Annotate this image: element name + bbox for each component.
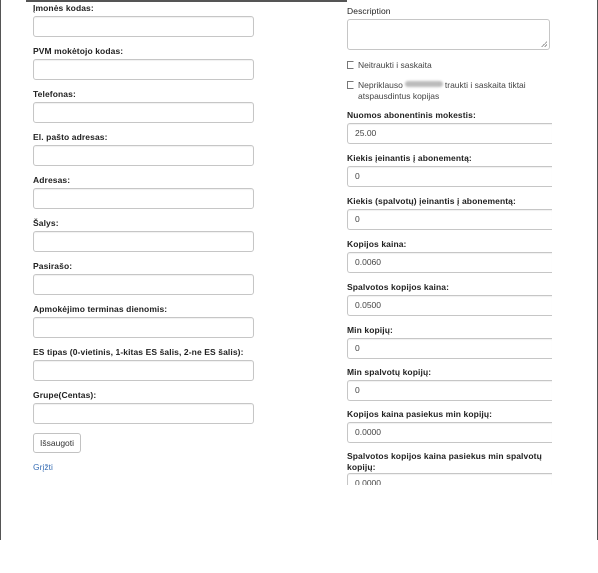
min-color-copy-price-label-2: kopijų: [347, 462, 376, 472]
exclude-from-invoice-label: Neitraukti i saskaita [358, 60, 432, 70]
description-label: Description [347, 6, 391, 16]
email-input[interactable] [33, 145, 254, 166]
included-qty-input[interactable]: 0 [347, 166, 552, 187]
min-color-copies-input[interactable]: 0 [347, 380, 552, 401]
min-color-copy-price-label: Spalvotos kopijos kaina pasiekus min spalvotų [347, 451, 542, 461]
company-code-input[interactable] [33, 16, 254, 37]
min-copy-price-input[interactable]: 0.0000 [347, 422, 552, 443]
company-code-label: Įmonės kodas: [33, 3, 94, 13]
rental-fee-input[interactable]: 25.00 [347, 123, 552, 144]
printed-copies-label-a: Nepriklauso [358, 80, 403, 90]
email-label: El. pašto adresas: [33, 132, 108, 142]
checkbox-icon[interactable] [347, 61, 354, 69]
window-top-edge [26, 0, 347, 2]
color-copy-price-label: Spalvotos kopijos kaina: [347, 282, 450, 292]
eu-type-input[interactable] [33, 360, 254, 381]
payment-term-input[interactable] [33, 317, 254, 338]
phone-label: Telefonas: [33, 89, 76, 99]
min-copies-label: Min kopijų: [347, 325, 393, 335]
description-textarea[interactable] [347, 19, 550, 50]
eu-type-label: ES tipas (0-vietinis, 1-kitas ES šalis, 2-ne ES šalis): [33, 347, 244, 357]
back-link[interactable]: Grįžti [33, 462, 53, 472]
copy-price-label: Kopijos kaina: [347, 239, 407, 249]
exclude-from-invoice-checkbox[interactable] [347, 60, 432, 70]
group-label: Grupe(Centas): [33, 390, 97, 400]
window-left-edge [0, 0, 1, 540]
included-color-qty-label: Kiekis (spalvotų) įeinantis į abonementą: [347, 196, 516, 206]
signer-label: Pasirašo: [33, 261, 73, 271]
included-color-qty-input[interactable]: 0 [347, 209, 552, 230]
copy-price-input[interactable]: 0.0060 [347, 252, 552, 273]
payment-term-label: Apmokėjimo terminas dienomis: [33, 304, 168, 314]
included-qty-label: Kiekis įeinantis į abonementą: [347, 153, 472, 163]
checkbox-icon[interactable] [347, 81, 354, 89]
printed-copies-only-checkbox[interactable] [347, 80, 526, 90]
min-color-copies-label: Min spalvotų kopijų: [347, 367, 432, 377]
address-label: Adresas: [33, 175, 71, 185]
printed-copies-label-b: traukti i saskaita tiktai [444, 80, 526, 90]
countries-input[interactable] [33, 231, 254, 252]
vat-code-input[interactable] [33, 59, 254, 80]
address-input[interactable] [33, 188, 254, 209]
min-copy-price-label: Kopijos kaina pasiekus min kopijų: [347, 409, 493, 419]
phone-input[interactable] [33, 102, 254, 123]
color-copy-price-input[interactable]: 0.0500 [347, 295, 552, 316]
printed-copies-label-c: atspausdintus kopijas [358, 91, 440, 101]
group-input[interactable] [33, 403, 254, 424]
rental-fee-label: Nuomos abonentinis mokestis: [347, 110, 476, 120]
min-color-copy-price-input[interactable]: 0.0000 [347, 473, 552, 485]
save-button[interactable]: Išsaugoti [33, 433, 81, 453]
resize-handle-icon[interactable] [541, 41, 547, 47]
countries-label: Šalys: [33, 218, 59, 228]
vat-code-label: PVM mokėtojo kodas: [33, 46, 124, 56]
signer-input[interactable] [33, 274, 254, 295]
scroll-clip [347, 473, 557, 485]
min-copies-input[interactable]: 0 [347, 338, 552, 359]
redacted-text [405, 81, 443, 87]
